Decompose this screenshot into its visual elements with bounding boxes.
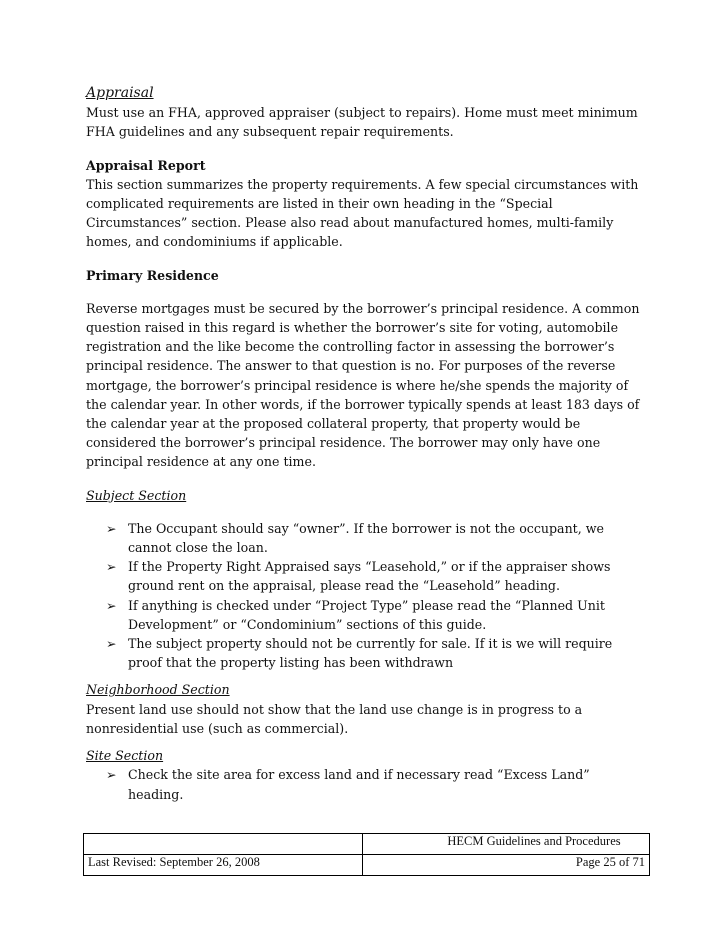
subject-section-list bbox=[86, 519, 646, 673]
footer-doc-title: HECM Guidelines and Procedures bbox=[363, 834, 650, 855]
page-footer bbox=[83, 833, 650, 876]
site-section-heading: Site Section bbox=[86, 748, 164, 764]
list-item: ➢ If anything is checked under “Project Type” please read the “Planned Unit Development” or “Condominium” sections of this guide. bbox=[106, 597, 605, 632]
primary-residence-heading: Primary Residence bbox=[86, 267, 219, 283]
appraisal-report-heading: Appraisal Report bbox=[86, 157, 206, 173]
arrow-bullet-icon: ➢ bbox=[106, 767, 117, 783]
list-item: ➢ If the Property Right Appraised says “Leasehold,” or if the appraiser shows ground rent on the appraisal, please read the “Leasehold” heading. bbox=[106, 559, 611, 594]
list-item: ➢ Check the site area for excess land and if necessary read “Excess Land” heading. bbox=[106, 767, 590, 802]
site-section-list bbox=[86, 765, 646, 803]
footer-last-revised: Last Revised: September 26, 2008 bbox=[84, 855, 363, 876]
arrow-bullet-icon: ➢ bbox=[106, 636, 117, 652]
footer-empty-cell bbox=[84, 834, 363, 855]
list-item: ➢ The subject property should not be currently for sale. If it is we will require proof that the property listing has been withdrawn bbox=[106, 636, 613, 671]
appraisal-report-body: This section summarizes the property requirements. A few special circumstances with complicated requirements are listed in their own heading in the “Special Circumstances” section. Please also read about manufactured homes, multi-family homes, and condominiums if applicable. bbox=[86, 176, 639, 250]
arrow-bullet-icon: ➢ bbox=[106, 520, 117, 536]
footer-page-number: Page 25 of 71 bbox=[363, 855, 650, 876]
list-item: ➢ The Occupant should say “owner”. If the borrower is not the occupant, we cannot close the loan. bbox=[106, 520, 604, 556]
neighborhood-section-heading: Neighborhood Section bbox=[86, 682, 230, 698]
arrow-bullet-icon: ➢ bbox=[106, 597, 117, 613]
primary-residence-body: Reverse mortgages must be secured by the borrower’s principal residence. A common question raised in this regard is whether the borrower’s site for voting, automobile registration and the like become the controlling factor in assessing the borrower’s principal residence. The answer to that question is no. For purposes of the reverse mortgage, the borrower’s principal residence is where he/she spends the majority of the calendar year. In other words, if the borrower typically spends at least 183 days of the calendar year at the proposed collateral property, that property would be considered the borrower’s principal residence. The borrower may only have one principal residence at any one time. bbox=[86, 300, 640, 470]
document-page bbox=[86, 84, 646, 804]
subject-section-heading: Subject Section bbox=[86, 487, 187, 503]
appraisal-heading: Appraisal bbox=[86, 85, 154, 101]
arrow-bullet-icon: ➢ bbox=[106, 559, 117, 575]
neighborhood-section-body: Present land use should not show that the land use change is in progress to a nonresidential use (such as commercial). bbox=[86, 701, 583, 736]
appraisal-body: Must use an FHA, approved appraiser (subject to repairs). Home must meet minimum FHA guidelines and any subsequent repair requirements. bbox=[86, 105, 638, 140]
